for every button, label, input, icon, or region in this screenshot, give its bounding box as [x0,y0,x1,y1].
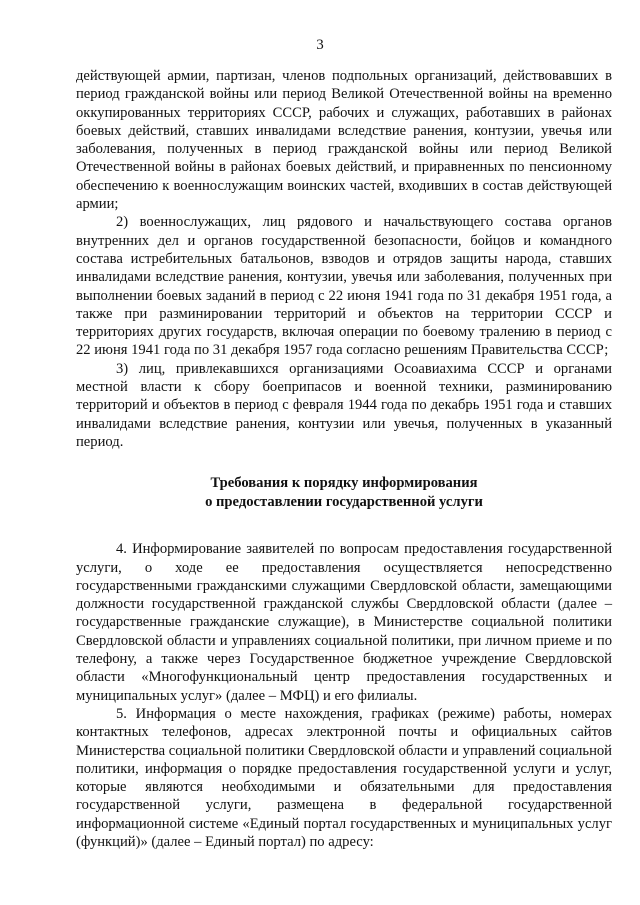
page-number: 3 [316,37,324,53]
paragraph-item-3: 3) лиц, привлекавшихся организациями Осоавиахима СССР и органами местной власти к сбору боеприпасов и военной техники, разминированию территорий и объектов в период с февраля 1944 года по декабрь 1951 года и ставших инвалидами вследствие ранения, контузии или увечья, полученных в указанный период. [76,360,612,450]
section-heading-line-2: о предоставлении государственной услуги [205,494,483,511]
section-heading-line-1: Требования к порядку информирования [210,475,478,492]
paragraph-clause-5: 5. Информация о месте нахождения, графиках (режиме) работы, номерах контактных телефонов, адресах электронной почты и официальных сайтов Министерства социальной политики Свердловской области и управлений социальной политики, информация о порядке предоставления государственной услуги и услуг, которые являются необходимыми и обязательными для предоставления государственной услуги, размещена в федеральной государственной информационной системе «Единый портал государственных и муниципальных услуг (функций)» (далее – Единый портал) по адресу: [76,705,612,850]
paragraph-continuation: действующей армии, партизан, членов подпольных организаций, действовавших в период гражданской войны или период Великой Отечественной войны на временно оккупированных территориях СССР, рабочих и служащих, работавших в районах боевых действий, ставших инвалидами вследствие ранения, контузии, увечья или заболевания, полученных в период гражданской войны или период Великой Отечественной войны в районах боевых действий, и приравненных по пенсионному обеспечению к военнослужащим воинских частей, входивших в состав действующей армии; [76,68,612,213]
paragraph-clause-4: 4. Информирование заявителей по вопросам предоставления государственной услуги, о ходе ее предоставления осуществляется непосредственно государственными гражданскими служащими Свердловской области, замещающими должности государственной гражданской службы Свердловской области (далее – государственные гражданские служащие), в Министерстве социальной политики Свердловской области и управлениях социальной политики, при личном приеме и по телефону, а также через Государственное бюджетное учреждение Свердловской области «Многофункциональный центр предоставления государственных и муниципальных услуг» (далее – МФЦ) и его филиалы. [76,541,612,704]
section-heading [76,474,612,512]
document-body [76,67,612,851]
paragraph-item-2: 2) военнослужащих, лиц рядового и начальствующего состава органов внутренних дел и органов государственной безопасности, бойцов и командного состава истребительных батальонов, взводов и отрядов защиты народа, ставших инвалидами вследствие ранения, контузии, увечья или заболевания, полученных при выполнении боевых заданий в период с 22 июня 1941 года по 31 декабря 1951 года, а также при разминировании территорий и объектов на территории СССР и территориях других государств, включая операции по боевому тралению в период с 22 июня 1941 года по 31 декабря 1957 года согласно решениям Правительства СССР; [76,214,612,359]
